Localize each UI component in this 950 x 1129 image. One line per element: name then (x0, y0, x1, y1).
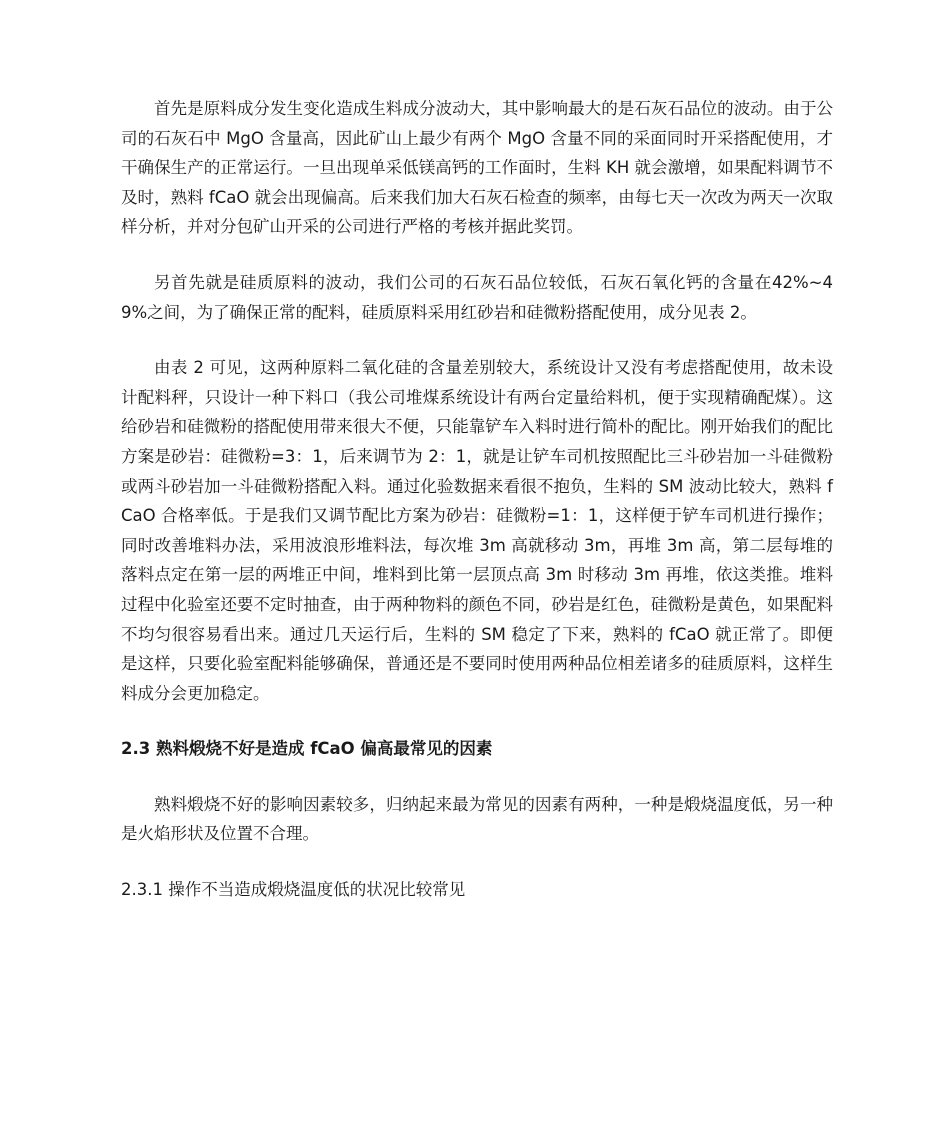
paragraph-blending-scheme: 由表 2 可见，这两种原料二氧化硅的含量差别较大，系统设计又没有考虑搭配使用，故未设计配料秤，只设计一种下料口（我公司堆煤系统设计有两台定量给料机，便于实现精确配煤）。这给砂岩和硅微粉的搭配使用带来很大不便，只能靠铲车入料时进行简朴的配比。刚开始我们的配比方案是砂岩：硅微粉=3：1，后来调节为 2：1，就是让铲车司机按照配比三斗砂岩加一斗硅微粉或两斗砂岩加一斗硅微粉搭配入料。通过化验数据来看很不抱负，生料的 SM 波动比较大，熟料 fCaO 合格率低。于是我们又调节配比方案为砂岩：硅微粉=1：1，这样便于铲车司机进行操作；同时改善堆料办法，采用波浪形堆料法，每次堆 3m 高就移动 3m，再堆 3m 高，第二层每堆的落料点定在第一层的两堆正中间，堆料到比第一层顶点高 3m 时移动 3m 再堆，依这类推。堆料过程中化验室还要不定时抽查，由于两种物料的颜色不同，砂岩是红色，硅微粉是黄色，如果配料不均匀很容易看出来。通过几天运行后，生料的 SM 稳定了下来，熟料的 fCaO 就正常了。即便是这样，只要化验室配料能够确保，普通还是不要同时使用两种品位相差诸多的硅质原料，这样生料成分会更加稳定。 (121, 358, 833, 703)
paragraph-siliceous-material: 另首先就是硅质原料的波动，我们公司的石灰石品位较低，石灰石氧化钙的含量在42%~49%之间，为了确保正常的配料，硅质原料采用红砂岩和硅微粉搭配使用，成分见表 2。 (121, 272, 833, 322)
section-heading: 2.3 熟料煅烧不好是造成 fCaO 偏高最常见的因素 (121, 739, 493, 759)
subsection-heading: 2.3.1 操作不当造成煅烧温度低的状况比较常见 (121, 880, 466, 900)
document-body (121, 94, 833, 905)
paragraph-calcination-factors: 熟料煅烧不好的影响因素较多，归纳起来最为常见的因素有两种，一种是煅烧温度低，另一种是火焰形状及位置不合理。 (121, 794, 833, 844)
paragraph-raw-material-fluctuation: 首先是原料成分发生变化造成生料成分波动大，其中影响最大的是石灰石品位的波动。由于公司的石灰石中 MgO 含量高，因此矿山上最少有两个 MgO 含量不同的采面同时开采搭配使用，才干确保生产的正常运行。一旦出现单采低镁高钙的工作面时，生料 KH 就会激增，如果配料调节不及时，熟料 fCaO 就会出现偏高。后来我们加大石灰石检查的频率，由每七天一次改为两天一次取样分析，并对分包矿山开采的公司进行严格的考核并据此奖罚。 (121, 99, 833, 237)
